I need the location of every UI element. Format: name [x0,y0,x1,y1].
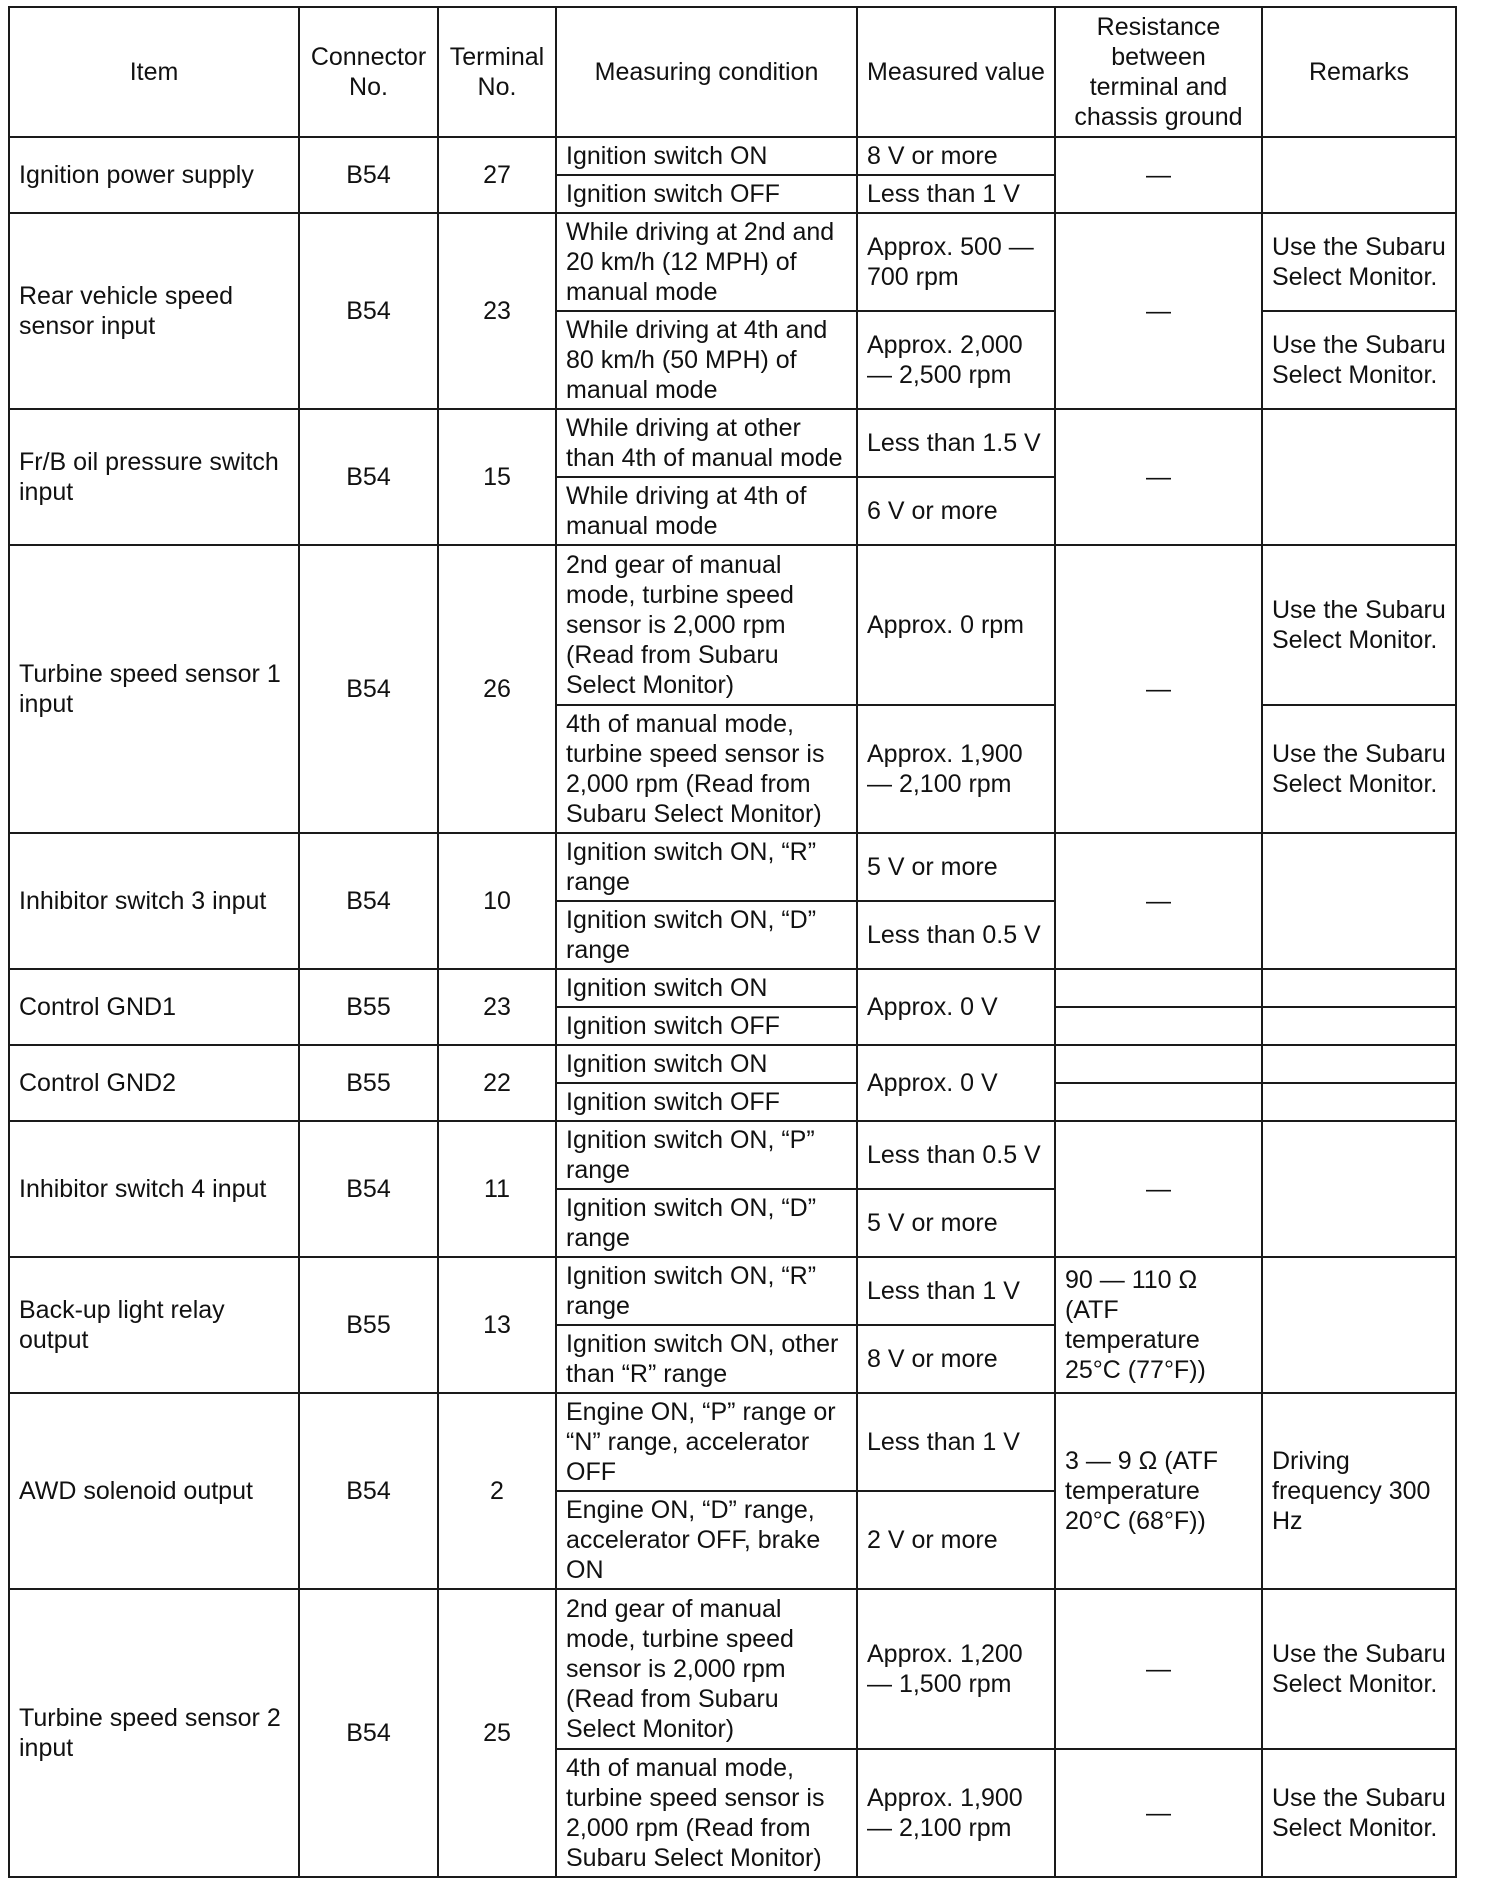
connector-cell: B54 [299,213,438,409]
connector-cell: B55 [299,969,438,1045]
header-condition: Measuring condition [556,7,857,137]
remarks-cell: Use the Subaru Select Monitor. [1262,311,1456,409]
remarks-cell: Use the Subaru Select Monitor. [1262,705,1456,833]
resistance-cell: — [1055,833,1262,969]
condition-cell: Engine ON, “P” range or “N” range, accelerator OFF [556,1393,857,1491]
terminal-cell: 25 [438,1589,556,1877]
remarks-cell: Use the Subaru Select Monitor. [1262,213,1456,311]
resistance-cell [1055,1007,1262,1045]
item-cell: Turbine speed sensor 1 input [9,545,299,833]
value-cell: 6 V or more [857,477,1055,545]
resistance-cell: — [1055,1589,1262,1749]
value-cell: 2 V or more [857,1491,1055,1589]
condition-cell: 4th of manual mode, turbine speed sensor is 2,000 rpm (Read from Subaru Select Monitor) [556,1749,857,1877]
remarks-cell [1262,1007,1456,1045]
resistance-cell: — [1055,409,1262,545]
connector-cell: B54 [299,137,438,213]
resistance-cell: — [1055,1749,1262,1877]
resistance-cell: — [1055,1121,1262,1257]
value-cell: 5 V or more [857,833,1055,901]
condition-cell: Ignition switch ON, other than “R” range [556,1325,857,1393]
value-cell: Less than 1 V [857,175,1055,213]
table-row [9,1121,1456,1189]
connector-cell: B54 [299,409,438,545]
value-cell: Less than 0.5 V [857,901,1055,969]
value-cell: Less than 0.5 V [857,1121,1055,1189]
connector-cell: B55 [299,1257,438,1393]
resistance-cell: — [1055,137,1262,213]
connector-cell: B54 [299,1589,438,1877]
terminal-cell: 11 [438,1121,556,1257]
remarks-cell [1262,1257,1456,1393]
resistance-cell: 90 — 110 Ω (ATF temperature 25°C (77°F)) [1055,1257,1262,1393]
remarks-cell [1262,1045,1456,1083]
remarks-cell [1262,137,1456,213]
value-cell: Approx. 0 rpm [857,545,1055,705]
item-cell: Fr/B oil pressure switch input [9,409,299,545]
item-cell: Rear vehicle speed sensor input [9,213,299,409]
header-item: Item [9,7,299,137]
header-connector: Connector No. [299,7,438,137]
item-cell: Control GND1 [9,969,299,1045]
terminal-cell: 2 [438,1393,556,1589]
terminal-cell: 15 [438,409,556,545]
item-cell: Ignition power supply [9,137,299,213]
connector-cell: B54 [299,545,438,833]
condition-cell: While driving at other than 4th of manual mode [556,409,857,477]
condition-cell: While driving at 2nd and 20 km/h (12 MPH) of manual mode [556,213,857,311]
condition-cell: Ignition switch ON, “R” range [556,833,857,901]
terminal-cell: 26 [438,545,556,833]
condition-cell: Ignition switch ON, “P” range [556,1121,857,1189]
connector-cell: B54 [299,833,438,969]
item-cell: Turbine speed sensor 2 input [9,1589,299,1877]
item-cell: Back-up light relay output [9,1257,299,1393]
remarks-cell: Use the Subaru Select Monitor. [1262,1589,1456,1749]
value-cell: Approx. 1,900 — 2,100 rpm [857,705,1055,833]
terminal-cell: 23 [438,213,556,409]
remarks-cell [1262,409,1456,545]
item-cell: AWD solenoid output [9,1393,299,1589]
resistance-cell [1055,1045,1262,1083]
terminal-cell: 27 [438,137,556,213]
remarks-cell [1262,969,1456,1007]
header-row [9,7,1456,137]
table-row [9,1257,1456,1325]
resistance-cell: 3 — 9 Ω (ATF temperature 20°C (68°F)) [1055,1393,1262,1589]
value-cell: Approx. 0 V [857,969,1055,1045]
header-terminal: Terminal No. [438,7,556,137]
condition-cell: 2nd gear of manual mode, turbine speed sensor is 2,000 rpm (Read from Subaru Select Monitor) [556,545,857,705]
value-cell: Approx. 1,900 — 2,100 rpm [857,1749,1055,1877]
condition-cell: Ignition switch ON, “D” range [556,1189,857,1257]
condition-cell: Engine ON, “D” range, accelerator OFF, brake ON [556,1491,857,1589]
resistance-cell [1055,969,1262,1007]
resistance-cell [1055,1083,1262,1121]
table-row [9,833,1456,901]
table-row [9,137,1456,175]
item-cell: Inhibitor switch 3 input [9,833,299,969]
connector-cell: B55 [299,1045,438,1121]
table-row [9,1589,1456,1749]
remarks-cell [1262,833,1456,969]
table-row [9,1045,1456,1083]
remarks-cell: Use the Subaru Select Monitor. [1262,545,1456,705]
remarks-cell [1262,1121,1456,1257]
connector-cell: B54 [299,1121,438,1257]
header-remarks: Remarks [1262,7,1456,137]
condition-cell: Ignition switch OFF [556,1083,857,1121]
table-row [9,213,1456,311]
terminal-cell: 13 [438,1257,556,1393]
condition-cell: 2nd gear of manual mode, turbine speed sensor is 2,000 rpm (Read from Subaru Select Monitor) [556,1589,857,1749]
value-cell: Approx. 500 — 700 rpm [857,213,1055,311]
resistance-cell: — [1055,213,1262,409]
value-cell: Approx. 2,000 — 2,500 rpm [857,311,1055,409]
value-cell: Approx. 1,200 — 1,500 rpm [857,1589,1055,1749]
table-row [9,409,1456,477]
value-cell: 5 V or more [857,1189,1055,1257]
remarks-cell: Use the Subaru Select Monitor. [1262,1749,1456,1877]
terminal-cell: 22 [438,1045,556,1121]
resistance-cell: — [1055,545,1262,833]
condition-cell: 4th of manual mode, turbine speed sensor is 2,000 rpm (Read from Subaru Select Monitor) [556,705,857,833]
terminal-cell: 23 [438,969,556,1045]
terminal-cell: 10 [438,833,556,969]
condition-cell: Ignition switch OFF [556,1007,857,1045]
condition-cell: Ignition switch ON, “R” range [556,1257,857,1325]
terminal-spec-table [8,6,1457,1878]
condition-cell: Ignition switch ON [556,969,857,1007]
value-cell: 8 V or more [857,1325,1055,1393]
value-cell: 8 V or more [857,137,1055,175]
connector-cell: B54 [299,1393,438,1589]
remarks-cell: Driving frequency 300 Hz [1262,1393,1456,1589]
value-cell: Less than 1 V [857,1393,1055,1491]
value-cell: Approx. 0 V [857,1045,1055,1121]
value-cell: Less than 1.5 V [857,409,1055,477]
condition-cell: Ignition switch ON, “D” range [556,901,857,969]
condition-cell: Ignition switch ON [556,1045,857,1083]
table-row [9,969,1456,1007]
value-cell: Less than 1 V [857,1257,1055,1325]
condition-cell: While driving at 4th and 80 km/h (50 MPH) of manual mode [556,311,857,409]
remarks-cell [1262,1083,1456,1121]
table-row [9,1393,1456,1491]
item-cell: Inhibitor switch 4 input [9,1121,299,1257]
condition-cell: Ignition switch ON [556,137,857,175]
table-row [9,545,1456,705]
condition-cell: While driving at 4th of manual mode [556,477,857,545]
header-value: Measured value [857,7,1055,137]
header-resistance: Resistance between terminal and chassis ground [1055,7,1262,137]
condition-cell: Ignition switch OFF [556,175,857,213]
item-cell: Control GND2 [9,1045,299,1121]
